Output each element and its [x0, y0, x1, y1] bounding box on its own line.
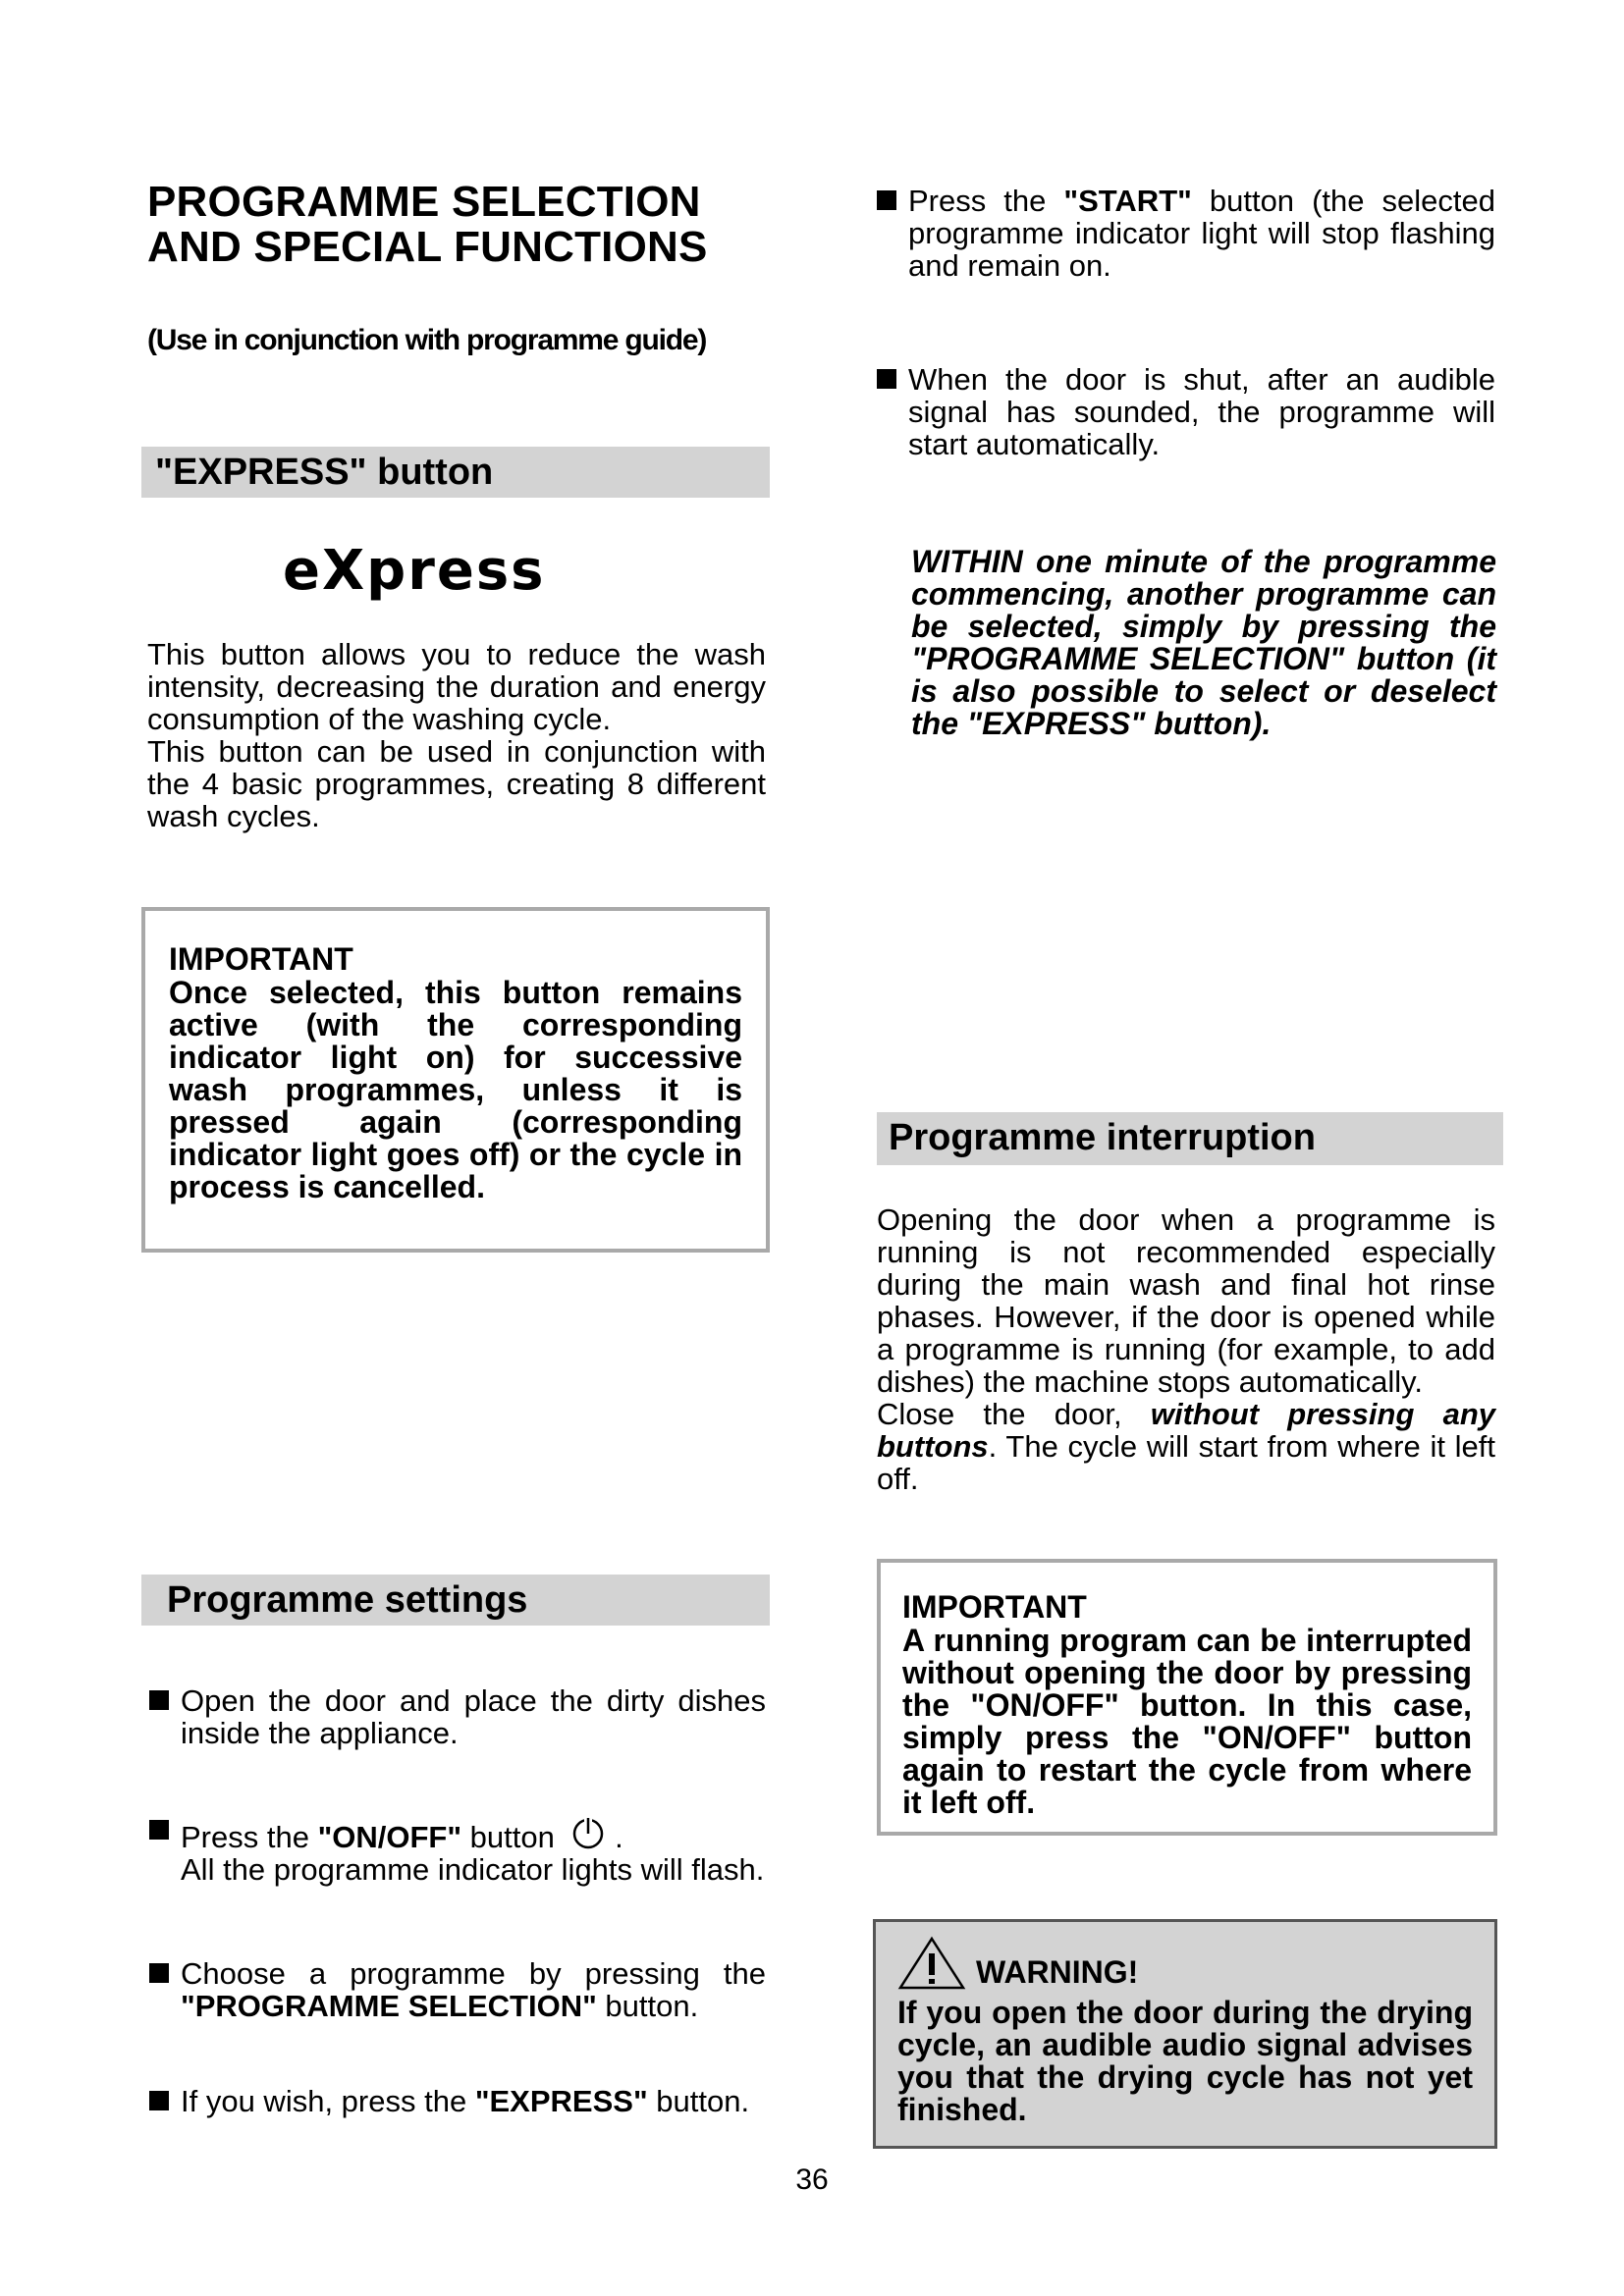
settings-bullet-4-bold: "EXPRESS" — [474, 2084, 648, 2118]
settings-section-heading — [141, 1575, 770, 1626]
settings-bullet-3-bold: "PROGRAMME SELECTION" — [181, 1989, 597, 2023]
bullet-square-icon — [149, 2091, 169, 2110]
interruption-paragraph-1: Opening the door when a programme is running is not recommended especially during the main wash and final hot rinse phases. However, if the door is opened while a programme is running (for example, to add dishes) the machine stops automatically. — [877, 1202, 1495, 1399]
express-important-box — [141, 907, 770, 1253]
settings-bullet-1: Open the door and place the dirty dishes inside the appliance. — [181, 1683, 766, 1750]
bullet-square-icon — [877, 190, 896, 210]
settings-heading-text: Programme settings — [167, 1579, 528, 1621]
warning-box — [873, 1919, 1497, 2149]
interruption-paragraph-2 — [877, 1398, 1495, 1495]
power-icon — [569, 1814, 607, 1851]
interruption-description — [877, 1203, 1495, 1495]
interruption-paragraph-2-bold: without pressing any buttons — [877, 1397, 1496, 1464]
express-heading-text: "EXPRESS" button — [155, 452, 494, 493]
settings-bullet-2-line2: All the programme indicator lights will flash. — [181, 1852, 765, 1887]
list-item — [149, 1684, 766, 1749]
bullet-square-icon — [149, 1820, 169, 1840]
start-bullet-pre: Press the — [908, 184, 1064, 218]
warning-text: If you open the door during the drying cycle, an audible audio signal advises you that the drying cycle has not yet finished. — [897, 1995, 1473, 2127]
settings-bullet-2-end: . — [606, 1820, 623, 1854]
express-description — [147, 638, 766, 832]
settings-bullet-2-pre: Press the — [181, 1820, 318, 1854]
settings-bullet-2-post: button — [461, 1820, 555, 1854]
settings-bullet-4-pre: If you wish, press the — [181, 2084, 475, 2118]
page-number: 36 — [795, 2163, 829, 2196]
interruption-important-text: A running program can be interrupted without opening the door by pressing the "ON/OFF" button. In this case, simply press the "ON/OFF" button again to restart the cycle from where it left off. — [902, 1623, 1472, 1820]
express-logo — [283, 538, 568, 620]
settings-bullet-2-bold: "ON/OFF" — [317, 1820, 462, 1854]
interruption-paragraph-2-pre: Close the door, — [877, 1397, 1151, 1431]
express-logo-graphic — [283, 538, 568, 607]
list-item — [877, 363, 1495, 460]
interruption-section-heading — [877, 1112, 1503, 1165]
bullet-square-icon — [877, 369, 896, 389]
interruption-heading-text: Programme interruption — [889, 1117, 1316, 1158]
list-item — [149, 1814, 766, 1886]
list-item — [877, 185, 1495, 282]
express-important-text: Once selected, this button remains active (with the corresponding indicator light on) for successive wash programmes, unless it is pressed again (corresponding indicator light goes off) or the cycle in process is cancelled. — [169, 975, 742, 1204]
settings-bullet-3-post: button. — [596, 1989, 699, 2023]
start-bullet-post: button (the selected programme indicator light will stop flashing and remain on. — [908, 184, 1495, 283]
start-bullet-bold: "START" — [1063, 184, 1192, 218]
interruption-important-box — [877, 1559, 1497, 1836]
page-title-line2: AND SPECIAL FUNCTIONS — [147, 223, 708, 271]
express-important-title: IMPORTANT — [169, 941, 353, 977]
interruption-paragraph-2-post: . The cycle will start from where it left off. — [877, 1429, 1495, 1496]
interruption-important-title: IMPORTANT — [902, 1589, 1087, 1625]
warning-title: WARNING! — [976, 1954, 1139, 1990]
programme-guide-note: (Use in conjunction with programme guide) — [147, 324, 707, 356]
express-logo-text: eXpress — [283, 539, 546, 603]
page-title-line1: PROGRAMME SELECTION — [147, 178, 701, 226]
settings-bullet-3-pre: Choose a programme by pressing the — [181, 1956, 766, 1991]
express-paragraph-2: This button can be used in conjunction with the 4 basic programmes, creating 8 different wash cycles. — [147, 734, 766, 833]
list-item — [149, 2085, 766, 2117]
express-section-heading — [141, 447, 770, 498]
page-title — [147, 180, 776, 270]
list-item — [149, 1957, 766, 2022]
warning-triangle-icon — [897, 1936, 966, 1991]
within-one-minute-note: WITHIN one minute of the programme commencing, another programme can be selected, simply by pressing the "PROGRAMME SELECTION" button (it is also possible to select or deselect the "EXPRESS" button). — [911, 544, 1496, 741]
bullet-square-icon — [149, 1963, 169, 1983]
door-shut-bullet: When the door is shut, after an audible signal has sounded, the programme will start automatically. — [908, 362, 1495, 461]
settings-bullet-4-post: button. — [647, 2084, 750, 2118]
warning-header — [897, 1940, 1473, 1991]
express-paragraph-1: This button allows you to reduce the wash intensity, decreasing the duration and energy consumption of the washing cycle. — [147, 637, 766, 736]
bullet-square-icon — [149, 1690, 169, 1710]
